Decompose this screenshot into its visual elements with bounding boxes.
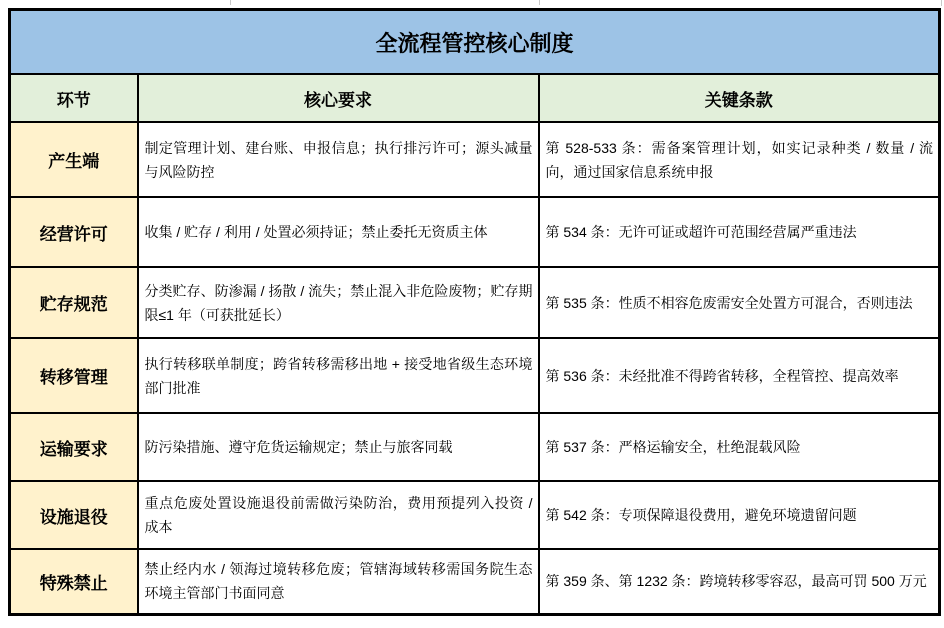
stage-label: 贮存规范 <box>10 267 138 338</box>
table-row <box>10 413 940 481</box>
requirement-text: 执行转移联单制度；跨省转移需移出地 + 接受地省级生态环境部门批准 <box>138 338 539 413</box>
clause-text: 第 536 条：未经批准不得跨省转移，全程管控、提高效率 <box>539 338 940 413</box>
clause-text: 第 535 条：性质不相容危废需安全处置方可混合，否则违法 <box>539 267 940 338</box>
title-row <box>10 10 940 75</box>
table-row <box>10 549 940 614</box>
table-row <box>10 122 940 197</box>
column-header-clause: 关键条款 <box>539 74 940 122</box>
table-row <box>10 338 940 413</box>
gridline-tick <box>941 0 942 6</box>
stage-label: 经营许可 <box>10 197 138 267</box>
clause-text: 第 528-533 条：需备案管理计划，如实记录种类 / 数量 / 流向，通过国家信息系统申报 <box>539 122 940 197</box>
gridline-tick <box>539 0 540 5</box>
clause-text: 第 534 条：无许可证或超许可范围经营属严重违法 <box>539 197 940 267</box>
stage-label: 转移管理 <box>10 338 138 413</box>
header-row <box>10 74 940 122</box>
requirement-text: 收集 / 贮存 / 利用 / 处置必须持证；禁止委托无资质主体 <box>138 197 539 267</box>
column-header-stage: 环节 <box>10 74 138 122</box>
stage-label: 特殊禁止 <box>10 549 138 614</box>
stage-label: 设施退役 <box>10 481 138 549</box>
clause-text: 第 359 条、第 1232 条：跨境转移零容忍，最高可罚 500 万元 <box>539 549 940 614</box>
table-row <box>10 267 940 338</box>
clause-text: 第 537 条：严格运输安全，杜绝混载风险 <box>539 413 940 481</box>
column-header-requirement: 核心要求 <box>138 74 539 122</box>
requirement-text: 制定管理计划、建台账、申报信息；执行排污许可；源头减量与风险防控 <box>138 122 539 197</box>
requirement-text: 防污染措施、遵守危货运输规定；禁止与旅客同载 <box>138 413 539 481</box>
table-row <box>10 481 940 549</box>
clause-text: 第 542 条：专项保障退役费用，避免环境遗留问题 <box>539 481 940 549</box>
table-row <box>10 197 940 267</box>
full-process-control-table <box>8 8 941 616</box>
requirement-text: 分类贮存、防渗漏 / 扬散 / 流失；禁止混入非危险废物；贮存期限≤1 年（可获批延长） <box>138 267 539 338</box>
stage-label: 运输要求 <box>10 413 138 481</box>
table-title: 全流程管控核心制度 <box>10 10 940 75</box>
gridline-tick <box>230 0 231 5</box>
stage-label: 产生端 <box>10 122 138 197</box>
requirement-text: 禁止经内水 / 领海过境转移危废；管辖海域转移需国务院生态环境主管部门书面同意 <box>138 549 539 614</box>
requirement-text: 重点危废处置设施退役前需做污染防治，费用预提列入投资 / 成本 <box>138 481 539 549</box>
